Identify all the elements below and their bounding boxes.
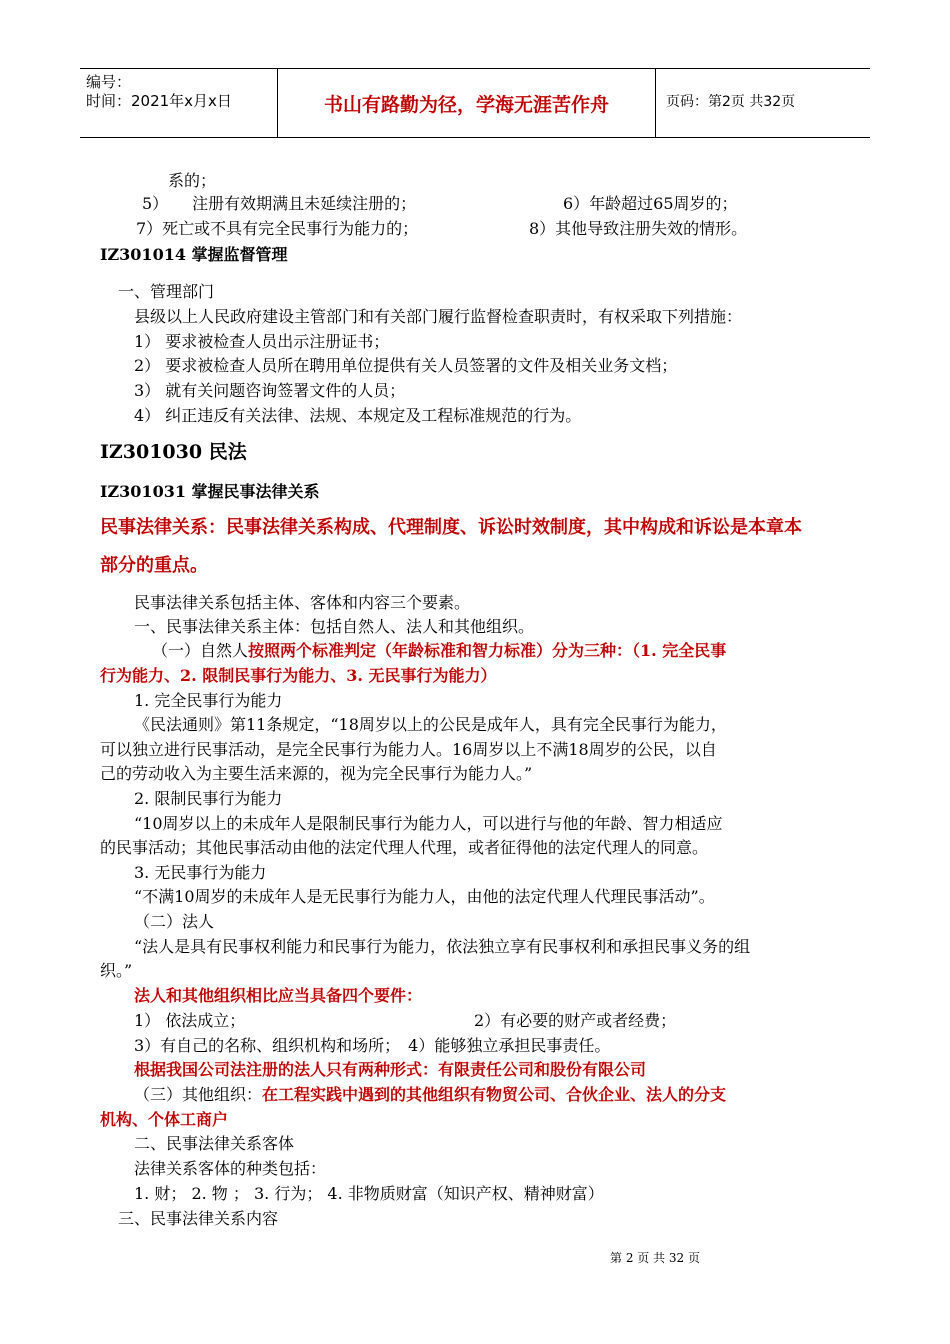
header-page-number: 页码：第2页 共32页 [666,94,796,110]
highlight-span: 按照两个标准判定（年龄标准和智力标准）分为三种：（1. 完全民事 [248,641,727,660]
subsection-heading: 三、民事法律关系内容 [118,1209,279,1228]
list-item: 4） 纠正违反有关法律、法规、本规定及工程标准规范的行为。 [134,406,582,425]
paragraph-line: “法人是具有民事权利能力和民事行为能力，依法独立享有民事权利和承担民事义务的组 [134,937,751,956]
highlight-line: 部分的重点。 [100,555,208,576]
list-item: 7）死亡或不具有完全民事行为能力的； [136,219,419,238]
list-item: 3）有自己的名称、组织机构和场所； 4）能够独立承担民事责任。 [134,1036,611,1055]
paragraph-line: 民事法律关系包括主体、客体和内容三个要素。 [134,593,471,612]
highlight-span: 在工程实践中遇到的其他组织有物贸公司、合伙企业、法人的分支 [262,1085,727,1104]
paragraph-line: 法律关系客体的种类包括： [134,1159,327,1178]
subsection-heading: 二、民事法律关系客体 [134,1134,295,1153]
paragraph-line: 的民事活动；其他民事活动由他的法定代理人代理，或者征得他的法定代理人的同意。 [100,838,709,857]
list-item: 3） 就有关问题咨询签署文件的人员； [134,381,406,400]
paragraph-line: “10周岁以上的未成年人是限制民事行为能力人，可以进行与他的年龄、智力相适应 [134,814,723,833]
paragraph-line: 己的劳动收入为主要生活来源的，视为完全民事行为能力人。” [100,764,533,783]
text-span: （三）其他组织： [134,1085,263,1104]
subsection-heading: 3. 无民事行为能力 [134,863,267,882]
paragraph-line [134,1084,726,1106]
page-footer: 第 2 页 共 32 页 [610,1251,700,1265]
list-item: 2） 要求被检查人员所在聘用单位提供有关人员签署的文件及相关业务文档； [134,356,678,375]
chapter-heading: IZ301030 民法 [100,441,247,463]
subsection-heading: 2. 限制民事行为能力 [134,789,283,808]
paragraph-line: 可以独立进行民事活动，是完全民事行为能力人。16周岁以上不满18周岁的公民，以自 [100,740,717,759]
highlight-line: 民事法律关系：民事法律关系构成、代理制度、诉讼时效制度，其中构成和诉讼是本章本 [100,517,802,538]
paragraph-line: 县级以上人民政府建设主管部门和有关部门履行监督检查职责时，有权采取下列措施： [134,307,743,326]
highlight-line: 行为能力、2. 限制民事行为能力、3. 无民事行为能力） [100,666,497,685]
subsection-heading: （二）法人 [134,912,215,931]
highlight-line: 法人和其他组织相比应当具备四个要件： [134,986,423,1005]
paragraph-line: 一、民事法律关系主体：包括自然人、法人和其他组织。 [134,617,535,636]
section-heading: IZ301014 掌握监督管理 [100,245,288,264]
list-item: 8）其他导致注册失效的情形。 [529,219,748,238]
list-item: 1） 依法成立； [134,1011,246,1030]
list-item: 6）年龄超过65周岁的； [563,194,738,213]
document-time-label: 时间：2021年x月x日 [86,92,232,110]
subsection-heading: 一、管理部门 [118,282,215,301]
subsection-heading: 1. 完全民事行为能力 [134,691,283,710]
header-motto: 书山有路勤为径，学海无涯苦作舟 [278,69,656,137]
section-heading: IZ301031 掌握民事法律关系 [100,482,320,501]
text-span: （一）自然人 [152,641,249,660]
highlight-line: 机构、个体工商户 [100,1110,229,1129]
document-number-label: 编号： [86,73,132,91]
list-item: 5） 注册有效期满且未延续注册的； [142,194,417,213]
paragraph-line: 《民法通则》第11条规定，“18周岁以上的公民是成年人，具有完全民事行为能力， [134,715,727,734]
page-header [80,68,870,138]
highlight-line: 根据我国公司法注册的法人只有两种形式：有限责任公司和股份有限公司 [134,1060,647,1079]
text-line: 系的； [168,171,217,190]
list-item: 2）有必要的财产或者经费； [474,1011,677,1030]
paragraph-line: 织。” [100,961,133,980]
paragraph-line [152,640,726,662]
list-item: 1） 要求被检查人员出示注册证书； [134,332,390,351]
header-meta [80,69,278,137]
paragraph-line: “不满10周岁的未成年人是无民事行为能力人，由他的法定代理人代理民事活动”。 [134,887,715,906]
list-item: 1. 财； 2. 物 ； 3. 行为； 4. 非物质财富（知识产权、精神财富） [134,1184,604,1203]
